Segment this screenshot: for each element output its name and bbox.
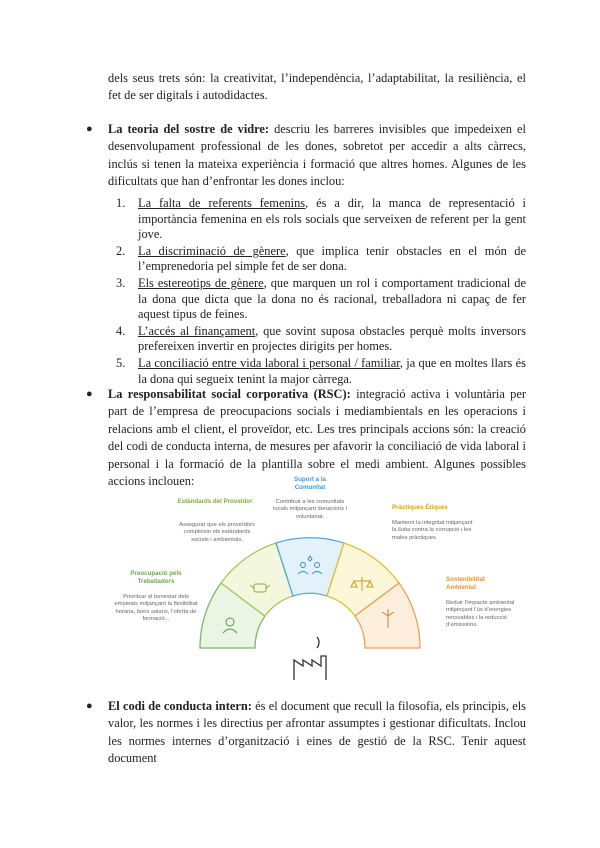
bullet-term: La teoria del sostre de vidre: — [108, 122, 270, 136]
bullet-code-of-conduct — [86, 698, 526, 768]
desc-ethics: Mantenir la integritat mitjançant la lluita contra la corrupció i les males pràctiques. — [392, 520, 473, 541]
bullet-dot-icon: ● — [86, 123, 93, 135]
desc-workers: Prioritzar el benestar dels empleats mitjançant la flexibilitat horària, bons salaris, l’oferta de formació... — [114, 594, 198, 623]
bullet-dot-icon: ● — [86, 388, 93, 400]
bullet-body: integració activa i voluntària per part de l’empresa de preocupacions socials i mediambientals en les operacions i relacions amb el client, el proveïdor, etc. Les tres principals accions són: la creació del codi de conducta interna, de mesures per afavorir la conciliació de vida laboral i personal i la formació de la plantilla sobre el medi ambient. Algunes possibles accions inclouen: — [108, 387, 526, 489]
list-item-term: La falta de referents femenins — [138, 196, 306, 210]
list-item: 2. La discriminació de gènere, que implica tenir obstacles en el món de l’emprenedoria pel simple fet de ser dona. — [116, 243, 526, 274]
desc-environment: Reduir l’impacte ambiental mitjançant l’ús d’energies renovables i la reducció d’emissions. — [446, 600, 515, 629]
list-item-term: L’accés al finançament — [138, 323, 256, 338]
bullet-body: és el document que recull la filosofia, els principis, els valor, les normes i les directius per afrontar assumptes i gestionar dificultats. Inclou les normes internes d’organització i eines de gestió de la RSC. Tenir aquest document — [108, 699, 526, 766]
desc-community: Contribuir a les comunitats locals mitjançant donacions i voluntariat. — [273, 499, 347, 520]
bullet-dot-icon: ● — [86, 700, 93, 712]
difficulties-list — [116, 196, 526, 388]
label-workers: Preocupació pels Treballadors — [130, 570, 182, 585]
label-ethics: Pràctiques Ètiques — [392, 504, 448, 511]
bullet-term: La responsabilitat social corporativa (RSC): — [108, 387, 351, 401]
label-suppliers: Estàndards del Proveïdor — [177, 498, 253, 505]
factory-icon — [294, 637, 326, 680]
rsc-infographic — [110, 470, 530, 688]
list-item-term: La discriminació de gènere — [138, 243, 286, 258]
list-item: 5. La conciliació entre vida laboral i personal / familiar, ja que en moltes llars és la dona qui segueix tenint la major càrrega. — [116, 355, 526, 386]
list-item: 1. La falta de referents femenins, és a dir, la manca de representació i importància femenina en els rols socials que serveixen de referent per la gent jove. — [116, 196, 526, 242]
label-environment: Sostenibilitat Ambiental — [446, 576, 485, 591]
list-item: 4. L’accés al finançament, que sovint suposa obstacles perquè molts inversors prefereixen invertir en projectes dirigits per homes. — [116, 323, 526, 354]
list-item: 3. Els estereotips de gènere, que marquen un rol i comportament tradicional de la dona que dicta que la dona no és racional, treballadora ni capaç de fer aquest tipus de feines. — [116, 275, 526, 322]
bullet-body: descriu les barreres invisibles que impedeixen el desenvolupament professional de les dones, sobretot per accedir a alts càrrecs, inclús si tenen la mateixa experiència i formació que altres homes. Algunes de les dificultats que han d’enfrontar les dones inclou: — [108, 122, 526, 189]
bullet-term: El codi de conducta intern: — [108, 699, 252, 713]
list-item-term: La conciliació entre vida laboral i personal / familiar — [138, 355, 400, 370]
label-community: Suport a la Comunitat — [294, 476, 326, 491]
bullet-glass-ceiling — [86, 121, 526, 191]
list-item-term: Els estereotips de gènere — [138, 275, 264, 290]
desc-suppliers: Assegurar que els proveïdors compleixin els estàndards socials i ambientals. — [179, 522, 255, 543]
intro-paragraph: dels seus trets són: la creativitat, l’independència, l’adaptabilitat, la resiliència, el fet de ser digitals i autodidactes. — [108, 71, 526, 103]
